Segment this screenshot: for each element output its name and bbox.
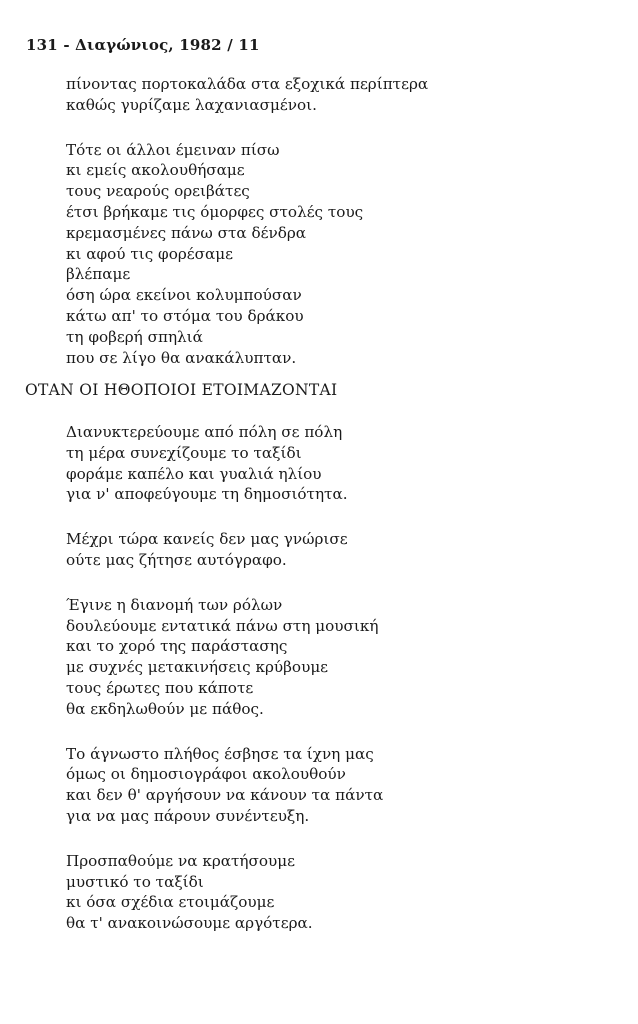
poem-line: κι εμείς ακολουθήσαμε <box>66 161 245 180</box>
poem-line: θα τ' ανακοινώσουμε αργότερα. <box>66 914 313 933</box>
stanza <box>66 529 383 571</box>
poem-line: Προσπαθούμε να κρατήσουμε <box>66 851 295 870</box>
poem-line: τη φοβερή σπηλιά <box>66 327 203 346</box>
poem-line: για να μας πάρουν συνέντευξη. <box>66 806 310 825</box>
poem-line: Διανυκτερεύουμε από πόλη σε πόλη <box>66 423 343 441</box>
stanza <box>66 74 428 116</box>
poem-line: Το άγνωστο πλήθος έσβησε τα ίχνη μας <box>66 744 374 763</box>
poem-line: ούτε μας ζήτησε αυτόγραφο. <box>66 550 287 569</box>
poem-line: κάτω απ' το στόμα του δράκου <box>66 306 304 325</box>
poem-line: Μέχρι τώρα κανείς δεν μας γνώρισε <box>66 530 348 549</box>
poem-line: και το χορό της παράστασης <box>66 637 288 656</box>
stanza <box>66 140 428 369</box>
poem-line: βλέπαμε <box>66 265 131 284</box>
running-head: 131 - Διαγώνιος, 1982 / 11 <box>26 36 260 54</box>
poem-line: όση ώρα εκείνοι κολυμπούσαν <box>66 286 302 305</box>
poem-line: τους έρωτες που κάποτε <box>66 678 254 697</box>
poem-line: τη μέρα συνεχίζουμε το ταξίδι <box>66 443 302 462</box>
poem-line: έτσι βρήκαμε τις όμορφες στολές τους <box>66 202 364 221</box>
poem-line: κι αφού τις φορέσαμε <box>66 244 233 263</box>
poem-line: Τότε οι άλλοι έμειναν πίσω <box>66 140 280 159</box>
poem-title: ΟΤΑΝ ΟΙ ΗΘΟΠΟΙΟΙ ΕΤΟΙΜΑΖΟΝΤΑΙ <box>25 381 338 399</box>
stanza <box>66 422 383 505</box>
stanza <box>66 851 383 934</box>
poem-line: με συχνές μετακινήσεις κρύβουμε <box>66 658 329 677</box>
poem-line: όμως οι δημοσιογράφοι ακολουθούν <box>66 765 346 784</box>
poem-line: κι όσα σχέδια ετοιμάζουμε <box>66 893 275 912</box>
poem-line: Έγινε η διανομή των ρόλων <box>66 595 283 614</box>
poem-line: πίνοντας πορτοκαλάδα στα εξοχικά περίπτερα <box>66 75 429 93</box>
poem-line: τους νεαρούς ορειβάτες <box>66 182 250 201</box>
poem-line: δουλεύουμε εντατικά πάνω στη μουσική <box>66 616 379 635</box>
stanza <box>66 595 383 720</box>
poem-line: θα εκδηλωθούν με πάθος. <box>66 699 264 718</box>
poem-line: κρεμασμένες πάνω στα δένδρα <box>66 223 307 242</box>
poem-line: και δεν θ' αργήσουν να κάνουν τα πάντα <box>66 786 384 805</box>
poem-line: που σε λίγο θα ανακάλυπταν. <box>66 348 297 367</box>
poem-line: φοράμε καπέλο και γυαλιά ηλίου <box>66 464 322 483</box>
poem-body <box>66 422 383 958</box>
stanza <box>66 744 383 827</box>
poem-continued <box>66 74 428 392</box>
poem-line: για ν' αποφεύγουμε τη δημοσιότητα. <box>66 485 348 504</box>
poem-line: μυστικό το ταξίδι <box>66 872 204 891</box>
poem-line: καθώς γυρίζαμε λαχανιασμένοι. <box>66 95 317 114</box>
